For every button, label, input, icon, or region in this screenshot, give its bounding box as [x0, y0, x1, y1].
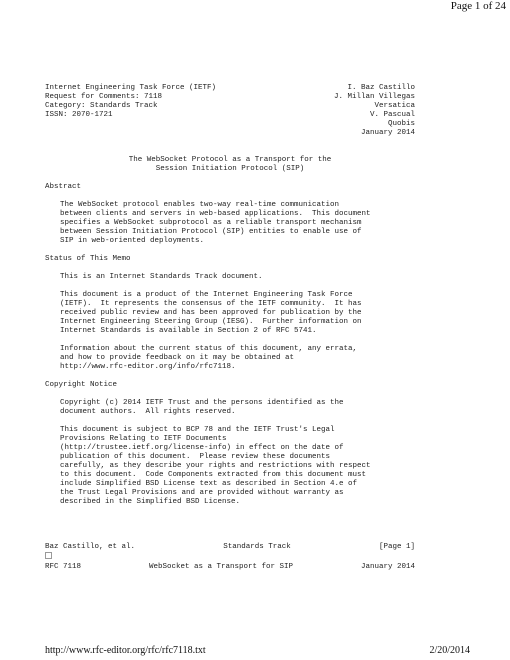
text-line: Information about the current status of this document, any errata, [60, 345, 358, 353]
text-line: This document is subject to BCP 78 and the IETF Trust's Legal [60, 426, 335, 434]
rfc-header [45, 84, 415, 138]
status-heading: Status of This Memo [45, 255, 131, 263]
running-header-title: WebSocket as a Transport for SIP [148, 563, 294, 571]
title-line: Session Initiation Protocol (SIP) [155, 165, 305, 173]
text-line: publication of this document. Please review these documents [60, 453, 331, 461]
footer-page-number: [Page 1] [378, 543, 415, 551]
header-right: January 2014 [360, 129, 415, 137]
page-indicator: Page 1 of 24 [450, 0, 506, 12]
header-right: Versatica [374, 102, 415, 110]
header-left: Internet Engineering Task Force (IETF) [45, 84, 217, 92]
header-row [45, 129, 415, 138]
text-line: (IETF). It represents the consensus of the IETF community. It has [60, 300, 362, 308]
header-left: Category: Standards Track [45, 102, 158, 110]
text-line: the Trust Legal Provisions and are provided without warranty as [60, 489, 344, 497]
text-line: document authors. All rights reserved. [60, 408, 236, 416]
form-feed-glyph [45, 552, 415, 563]
text-line: SIP in web-oriented deployments. [60, 237, 205, 245]
header-right: I. Baz Castillo [347, 84, 415, 92]
text-line: http://www.rfc-editor.org/info/rfc7118. [60, 363, 236, 371]
text-line: Internet Engineering Steering Group (IESG). Further information on [60, 318, 362, 326]
copyright-body [45, 399, 415, 507]
footer-url[interactable]: http://www.rfc-editor.org/rfc/rfc7118.txt [45, 645, 206, 656]
text-line: Provisions Relating to IETF Documents [60, 435, 227, 443]
header-left: ISSN: 2070-1721 [45, 111, 113, 119]
footer-authors: Baz Castillo, et al. [45, 543, 136, 551]
text-line: between clients and servers in web-based applications. This document [60, 210, 371, 218]
running-header-date: January 2014 [360, 563, 415, 571]
text-line: received public review and has been approved for publication by the [60, 309, 362, 317]
header-row [45, 120, 415, 129]
document-title [45, 156, 415, 174]
text-line: This document is a product of the Internet Engineering Task Force [60, 291, 353, 299]
page-footer [45, 543, 415, 552]
footer-date: 2/20/2014 [429, 645, 470, 656]
header-right: Quobis [387, 120, 415, 128]
text-line: (http://trustee.ietf.org/license-info) in effect on the date of [60, 444, 344, 452]
header-row [45, 111, 415, 120]
rfc-document [45, 84, 415, 572]
header-left: Request for Comments: 7118 [45, 93, 163, 101]
text-line: The WebSocket protocol enables two-way real-time communication [60, 201, 340, 209]
header-row [45, 102, 415, 111]
next-page-header [45, 563, 415, 572]
copyright-heading: Copyright Notice [45, 381, 118, 389]
text-line: described in the Simplified BSD License. [60, 498, 241, 506]
header-right: V. Pascual [369, 111, 415, 119]
text-line: This is an Internet Standards Track document. [60, 273, 263, 281]
text-line: Internet Standards is available in Section 2 of RFC 5741. [60, 327, 317, 335]
title-line: The WebSocket Protocol as a Transport for the [128, 156, 332, 164]
text-line: Copyright (c) 2014 IETF Trust and the persons identified as the [60, 399, 344, 407]
text-line: carefully, as they describe your rights and restrictions with respect [60, 462, 371, 470]
header-right: J. Millan Villegas [333, 93, 415, 101]
text-line: include Simplified BSD License text as described in Section 4.e of [60, 480, 358, 488]
text-line: to this document. Code Components extracted from this document must [60, 471, 367, 479]
abstract-heading: Abstract [45, 183, 82, 191]
status-body [45, 273, 415, 372]
text-line: specifies a WebSocket subprotocol as a reliable transport mechanism [60, 219, 362, 227]
text-line: between Session Initiation Protocol (SIP) entities to enable use of [60, 228, 362, 236]
footer-category: Standards Track [223, 543, 291, 551]
running-header-rfc: RFC 7118 [45, 563, 82, 571]
header-row [45, 93, 415, 102]
header-row [45, 84, 415, 93]
abstract-body [45, 201, 415, 246]
text-line: and how to provide feedback on it may be obtained at [60, 354, 295, 362]
